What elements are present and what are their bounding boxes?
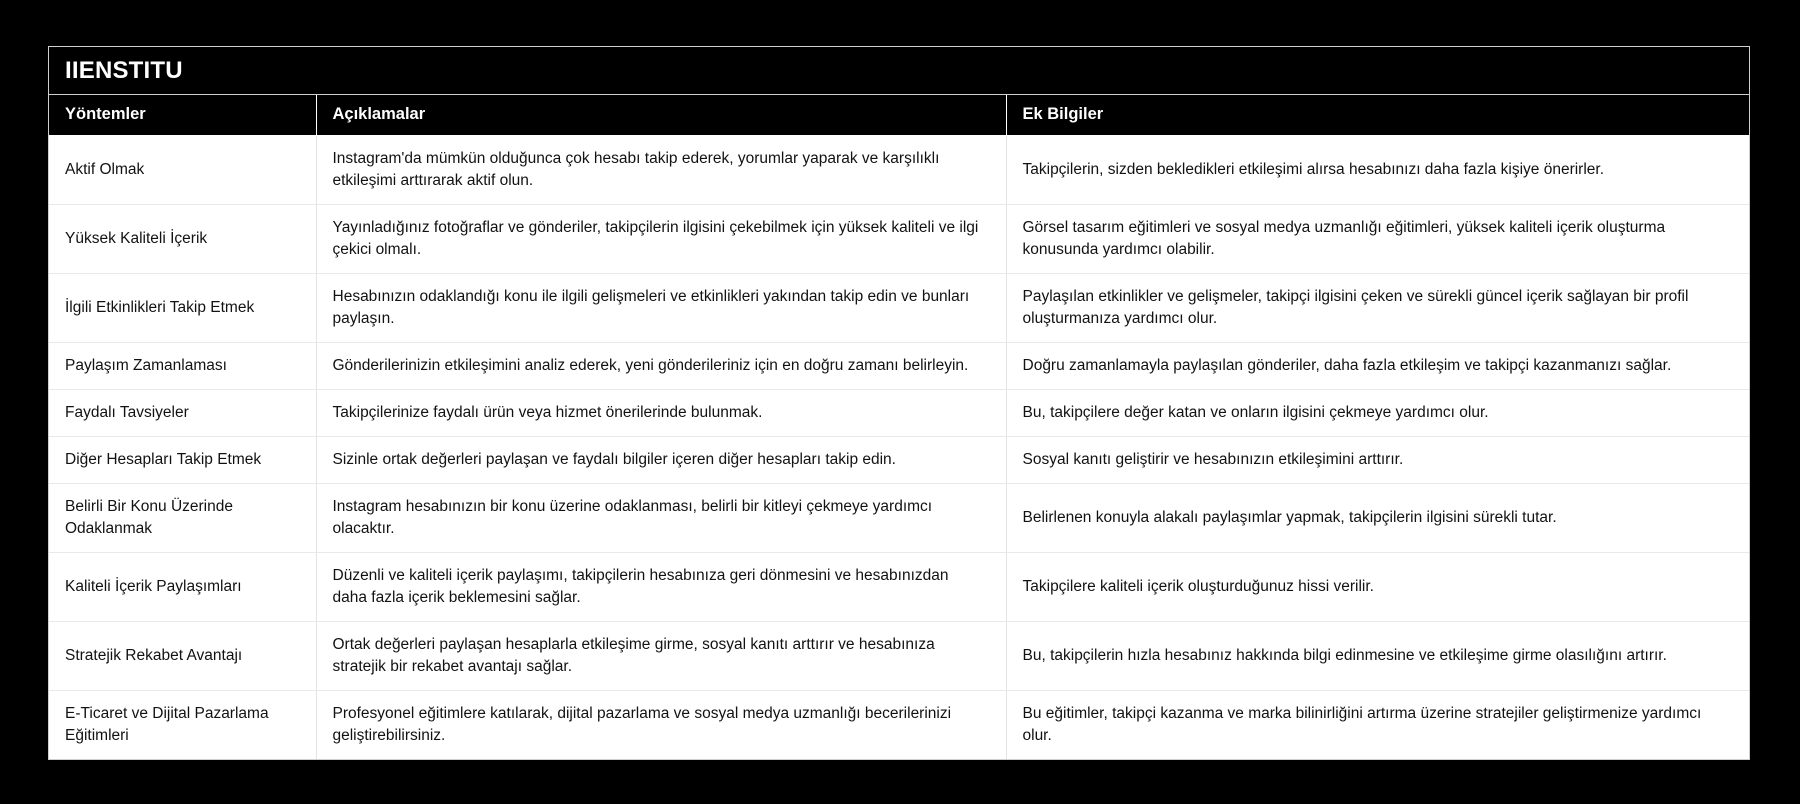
column-header-description: Açıklamalar [316, 95, 1006, 136]
cell-method: İlgili Etkinlikleri Takip Etmek [49, 274, 316, 343]
brand-title: IIENSTITU [65, 56, 183, 84]
cell-extra: Görsel tasarım eğitimleri ve sosyal medya uzmanlığı eğitimleri, yüksek kaliteli içerik oluşturma konusunda yardımcı olabilir. [1006, 205, 1749, 274]
cell-description: Profesyonel eğitimlere katılarak, dijital pazarlama ve sosyal medya uzmanlığı becerilerinizi geliştirebilirsiniz. [316, 691, 1006, 760]
cell-method: Yüksek Kaliteli İçerik [49, 205, 316, 274]
cell-description: Takipçilerinize faydalı ürün veya hizmet önerilerinde bulunmak. [316, 390, 1006, 437]
methods-table [49, 95, 1749, 759]
cell-extra: Doğru zamanlamayla paylaşılan gönderiler, daha fazla etkileşim ve takipçi kazanmanızı sağlar. [1006, 343, 1749, 390]
cell-method: E-Ticaret ve Dijital Pazarlama Eğitimleri [49, 691, 316, 760]
column-header-extra: Ek Bilgiler [1006, 95, 1749, 136]
cell-method: Paylaşım Zamanlaması [49, 343, 316, 390]
table-row [49, 484, 1749, 553]
table-row [49, 622, 1749, 691]
cell-description: Sizinle ortak değerleri paylaşan ve faydalı bilgiler içeren diğer hesapları takip edin. [316, 437, 1006, 484]
table-row [49, 274, 1749, 343]
cell-description: Ortak değerleri paylaşan hesaplarla etkileşime girme, sosyal kanıtı arttırır ve hesabınıza stratejik bir rekabet avantajı sağlar. [316, 622, 1006, 691]
cell-description: Instagram'da mümkün olduğunca çok hesabı takip ederek, yorumlar yaparak ve karşılıklı etkileşimi arttırarak aktif olun. [316, 136, 1006, 205]
cell-extra: Belirlenen konuyla alakalı paylaşımlar yapmak, takipçilerin ilgisini sürekli tutar. [1006, 484, 1749, 553]
cell-extra: Sosyal kanıtı geliştirir ve hesabınızın etkileşimini arttırır. [1006, 437, 1749, 484]
cell-method: Faydalı Tavsiyeler [49, 390, 316, 437]
cell-description: Düzenli ve kaliteli içerik paylaşımı, takipçilerin hesabınıza geri dönmesini ve hesabınızdan daha fazla içerik beklemesini sağlar. [316, 553, 1006, 622]
cell-description: Hesabınızın odaklandığı konu ile ilgili gelişmeleri ve etkinlikleri yakından takip edin ve bunları paylaşın. [316, 274, 1006, 343]
cell-method: Aktif Olmak [49, 136, 316, 205]
cell-method: Belirli Bir Konu Üzerinde Odaklanmak [49, 484, 316, 553]
cell-description: Instagram hesabınızın bir konu üzerine odaklanması, belirli bir kitleyi çekmeye yardımcı olacaktır. [316, 484, 1006, 553]
table-row [49, 691, 1749, 760]
cell-method: Diğer Hesapları Takip Etmek [49, 437, 316, 484]
table-row [49, 390, 1749, 437]
cell-extra: Takipçilerin, sizden bekledikleri etkileşimi alırsa hesabınızı daha fazla kişiye önerirler. [1006, 136, 1749, 205]
column-header-method: Yöntemler [49, 95, 316, 136]
cell-method: Kaliteli İçerik Paylaşımları [49, 553, 316, 622]
cell-extra: Paylaşılan etkinlikler ve gelişmeler, takipçi ilgisini çeken ve sürekli güncel içerik sağlayan bir profil oluşturmanıza yardımcı olur. [1006, 274, 1749, 343]
cell-extra: Bu eğitimler, takipçi kazanma ve marka bilinirliğini artırma üzerine stratejiler geliştirmenize yardımcı olur. [1006, 691, 1749, 760]
cell-description: Yayınladığınız fotoğraflar ve gönderiler, takipçilerin ilgisini çekebilmek için yüksek kaliteli ve ilgi çekici olmalı. [316, 205, 1006, 274]
cell-extra: Takipçilere kaliteli içerik oluşturduğunuz hissi verilir. [1006, 553, 1749, 622]
brand-header [49, 47, 1749, 95]
cell-method: Stratejik Rekabet Avantajı [49, 622, 316, 691]
table-row [49, 343, 1749, 390]
cell-description: Gönderilerinizin etkileşimini analiz ederek, yeni gönderileriniz için en doğru zamanı belirleyin. [316, 343, 1006, 390]
table-row [49, 205, 1749, 274]
cell-extra: Bu, takipçilere değer katan ve onların ilgisini çekmeye yardımcı olur. [1006, 390, 1749, 437]
info-card [48, 46, 1750, 760]
table-header-row [49, 95, 1749, 136]
table-header [49, 95, 1749, 136]
table-body [49, 136, 1749, 760]
cell-extra: Bu, takipçilerin hızla hesabınız hakkında bilgi edinmesine ve etkileşime girme olasılığını artırır. [1006, 622, 1749, 691]
table-row [49, 553, 1749, 622]
table-row [49, 437, 1749, 484]
table-row [49, 136, 1749, 205]
